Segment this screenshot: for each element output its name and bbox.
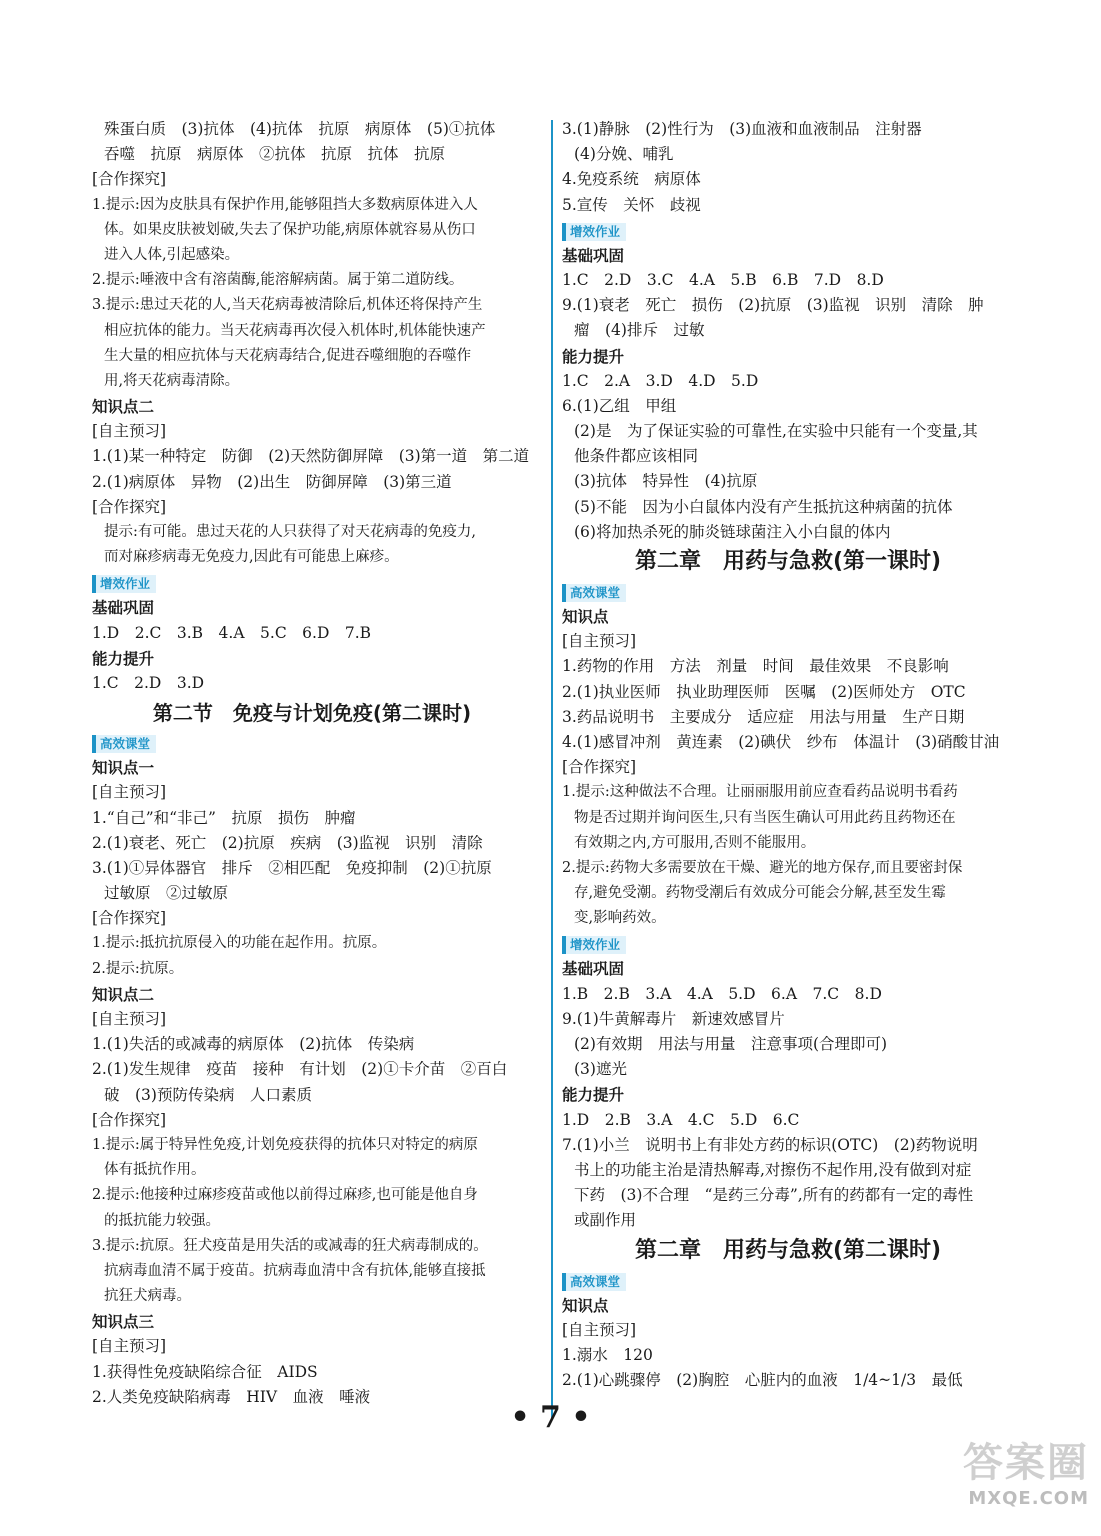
answer-line: 2.(1)衰老、死亡 (2)抗原 疾病 (3)监视 识别 清除 [92, 833, 483, 852]
answer-line: 瘤 (4)排斥 过敏 [574, 321, 705, 340]
bracket-label: [自主预习] [92, 422, 167, 441]
answer-line: 3.(1)①异体器官 排斥 ②相匹配 免疫抑制 (2)①抗原 [92, 858, 492, 877]
bracket-label: [合作探究] [92, 170, 167, 189]
bracket-label: [自主预习] [562, 632, 637, 651]
section-tag [92, 730, 532, 755]
bracket-label: [自主预习] [92, 783, 167, 802]
right-column [562, 117, 1014, 1393]
answer-line: 破 (3)预防传染病 人口素质 [104, 1085, 312, 1104]
hint-line: 2.提示:唾液中含有溶菌酶,能溶解病菌。属于第二道防线。 [92, 272, 464, 289]
hint-line: 相应抗体的能力。当天花病毒再次侵入机体时,机体能快速产 [104, 322, 486, 339]
section-tag [562, 1268, 1014, 1293]
answer-line: 3.(1)静脉 (2)性行为 (3)血液和血液制品 注射器 [562, 120, 922, 138]
subsection-heading: 知识点二 [92, 984, 155, 1004]
hint-line: 而对麻疹病毒无免疫力,因此有可能患上麻疹。 [104, 549, 399, 566]
hint-line: 2.提示:药物大多需要放在干燥、避光的地方保存,而且要密封保 [562, 859, 963, 876]
bracket-label: [合作探究] [92, 909, 167, 928]
answer-line: 9.(1)牛黄解毒片 新速效感冒片 [562, 1009, 785, 1028]
hint-line: 生大量的相应抗体与天花病毒结合,促进吞噬细胞的吞噬作 [104, 347, 472, 364]
hint-line: 存,避免受潮。药物受潮后有效成分可能会分解,甚至发生霉 [574, 885, 946, 902]
watermark-logo [909, 1438, 1089, 1528]
section-tag-label: 高效课堂 [92, 735, 156, 753]
subsection-heading: 能力提升 [562, 346, 625, 366]
hint-line: 物是否过期并询问医生,只有当医生确认可用此药且药物还在 [574, 809, 956, 826]
hint-line: 抗狂犬病毒。 [104, 1288, 191, 1305]
bracket-label: [自主预习] [92, 1337, 167, 1356]
answer-line: 1.“自己”和“非己” 抗原 损伤 肿瘤 [92, 808, 356, 827]
hint-line: 体。如果皮肤被划破,失去了保护功能,病原体就容易从伤口 [104, 221, 476, 238]
subsection-heading: 知识点三 [92, 1312, 155, 1332]
answer-line: 1.C 2.D 3.C 4.A 5.B 6.B 7.D 8.D [562, 270, 884, 289]
hint-line: 2.提示:抗原。 [92, 960, 184, 977]
answer-line: 下药 (3)不合理 “是药三分毒”,所有的药都有一定的毒性 [574, 1186, 974, 1205]
section-tag [562, 931, 1014, 956]
left-column [92, 117, 532, 1410]
hint-line: 1.提示:因为皮肤具有保护作用,能够阻挡大多数病原体进入人 [92, 196, 478, 213]
answer-line: 1.D 2.C 3.B 4.A 5.C 6.D 7.B [92, 623, 372, 642]
answer-line: 9.(1)衰老 死亡 损伤 (2)抗原 (3)监视 识别 清除 肿 [562, 296, 984, 315]
answer-line: 2.(1)执业医师 执业助理医师 医嘱 (2)医师处方 OTC [562, 682, 966, 701]
subsection-heading: 知识点一 [92, 758, 155, 778]
hint-line: 1.提示:属于特异性免疫,计划免疫获得的抗体只对特定的病原 [92, 1136, 478, 1153]
hint-line: 3.提示:患过天花的人,当天花病毒被清除后,机体还将保持产生 [92, 297, 483, 314]
answer-line: 1.D 2.B 3.A 4.C 5.D 6.C [562, 1110, 800, 1129]
answer-line: 4.(1)感冒冲剂 黄连素 (2)碘伏 纱布 体温计 (3)硝酸甘油 [562, 732, 1000, 751]
section-title: 第二章 用药与急救(第二课时) [634, 1237, 942, 1263]
hint-line: 1.提示:抵抗抗原侵入的功能在起作用。抗原。 [92, 935, 387, 952]
section-title: 第二章 用药与急救(第一课时) [634, 549, 942, 574]
answer-line: 1.溺水 120 [562, 1345, 653, 1364]
section-tag-label: 增效作业 [562, 936, 626, 954]
answer-line: 1.C 2.A 3.D 4.D 5.D [562, 371, 759, 390]
answer-line: 1.(1)失活的或减毒的病原体 (2)抗体 传染病 [92, 1035, 415, 1054]
answer-line: 过敏原 ②过敏原 [104, 884, 229, 903]
bracket-label: [合作探究] [92, 1110, 167, 1129]
section-tag-label: 增效作业 [562, 223, 626, 241]
answer-line: 3.药品说明书 主要成分 适应症 用法与用量 生产日期 [562, 707, 965, 726]
hint-line: 的抵抗能力较强。 [104, 1212, 220, 1229]
hint-line: 有效期之内,方可服用,否则不能服用。 [574, 834, 816, 851]
bracket-label: [合作探究] [92, 497, 167, 516]
section-tag [562, 579, 1014, 604]
answer-line: 书上的功能主治是清热解毒,对擦伤不起作用,没有做到对症 [574, 1160, 972, 1179]
answer-line: 2.(1)病原体 异物 (2)出生 防御屏障 (3)第三道 [92, 472, 452, 491]
subsection-heading: 知识点二 [92, 397, 155, 417]
hint-line: 3.提示:抗原。狂犬疫苗是用失活的或减毒的狂犬病毒制成的。 [92, 1237, 488, 1254]
answer-line: 吞噬 抗原 病原体 ②抗体 抗原 抗体 抗原 [104, 145, 446, 164]
hint-line: 2.提示:他接种过麻疹疫苗或他以前得过麻疹,也可能是他自身 [92, 1187, 478, 1204]
bracket-label: [自主预习] [562, 1320, 637, 1339]
answer-line: 2.(1)心跳骤停 (2)胸腔 心脏内的血液 1/4~1/3 最低 [562, 1371, 963, 1390]
answer-line: (6)将加热杀死的肺炎链球菌注入小白鼠的体内 [574, 522, 891, 541]
answer-line: 殊蛋白质 (3)抗体 (4)抗体 抗原 病原体 (5)①抗体 [104, 120, 496, 138]
hint-line: 1.提示:这种做法不合理。让丽丽服用前应查看药品说明书看药 [562, 784, 958, 801]
subsection-heading: 知识点 [562, 607, 609, 626]
hint-line: 变,影响药效。 [574, 910, 666, 927]
answer-line: 6.(1)乙组 甲组 [562, 396, 677, 415]
hint-line: 体有抵抗作用。 [104, 1162, 206, 1179]
hint-line: 用,将天花病毒清除。 [104, 372, 240, 389]
section-title: 第二节 免疫与计划免疫(第二课时) [152, 701, 472, 726]
subsection-heading: 基础巩固 [562, 245, 625, 265]
answer-line: 1.B 2.B 3.A 4.A 5.D 6.A 7.C 8.D [562, 984, 882, 1003]
answer-line: 2.人类免疫缺陷病毒 HIV 血液 唾液 [92, 1387, 371, 1406]
bracket-label: [自主预习] [92, 1010, 167, 1028]
hint-line: 进入人体,引起感染。 [104, 246, 240, 263]
answer-line: 4.免疫系统 病原体 [562, 170, 701, 189]
answer-line: (2)有效期 用法与用量 注意事项(合理即可) [574, 1035, 888, 1053]
subsection-heading: 基础巩固 [562, 959, 625, 979]
answer-line: (4)分娩、哺乳 [574, 145, 674, 164]
answer-line: 他条件都应该相同 [574, 447, 699, 466]
answer-line: 1.药物的作用 方法 剂量 时间 最佳效果 不良影响 [562, 657, 949, 676]
answer-line: (3)抗体 特异性 (4)抗原 [574, 472, 758, 491]
answer-line: 1.(1)某一种特定 防御 (2)天然防御屏障 (3)第一道 第二道 [92, 447, 530, 466]
section-tag [92, 570, 532, 595]
hint-line: 抗病毒血清不属于疫苗。抗病毒血清中含有抗体,能够直接抵 [104, 1262, 486, 1279]
answer-line: (2)是 为了保证实验的可靠性,在实验中只能有一个变量,其 [574, 422, 978, 441]
section-tag-label: 增效作业 [92, 575, 156, 593]
answer-line: 1.获得性免疫缺陷综合征 AIDS [92, 1362, 318, 1381]
column-divider [551, 120, 553, 1420]
page-number: • 7 • [510, 1400, 591, 1435]
watermark-logo-text: 答案圈 [963, 1440, 1089, 1486]
section-tag-label: 高效课堂 [562, 584, 626, 602]
answer-line: (5)不能 因为小白鼠体内没有产生抵抗这种病菌的抗体 [574, 497, 953, 516]
watermark-url: MXQE.COM [968, 1488, 1089, 1509]
answer-line: 2.(1)发生规律 疫苗 接种 有计划 (2)①卡介苗 ②百白 [92, 1060, 508, 1079]
subsection-heading: 知识点 [562, 1295, 609, 1315]
section-tag-label: 高效课堂 [562, 1273, 626, 1291]
answer-line: 7.(1)小兰 说明书上有非处方药的标识(OTC) (2)药物说明 [562, 1135, 978, 1154]
subsection-heading: 能力提升 [92, 648, 155, 668]
answer-line: 或副作用 [574, 1211, 637, 1230]
answer-line: 1.C 2.D 3.D [92, 673, 205, 692]
hint-line: 提示:有可能。患过天花的人只获得了对天花病毒的免疫力, [104, 524, 476, 540]
section-tag [562, 218, 1014, 243]
subsection-heading: 能力提升 [562, 1085, 625, 1105]
answer-line: 5.宣传 关怀 歧视 [562, 195, 701, 214]
bracket-label: [合作探究] [562, 758, 637, 777]
subsection-heading: 基础巩固 [92, 598, 155, 618]
answer-line: (3)遮光 [574, 1060, 627, 1079]
